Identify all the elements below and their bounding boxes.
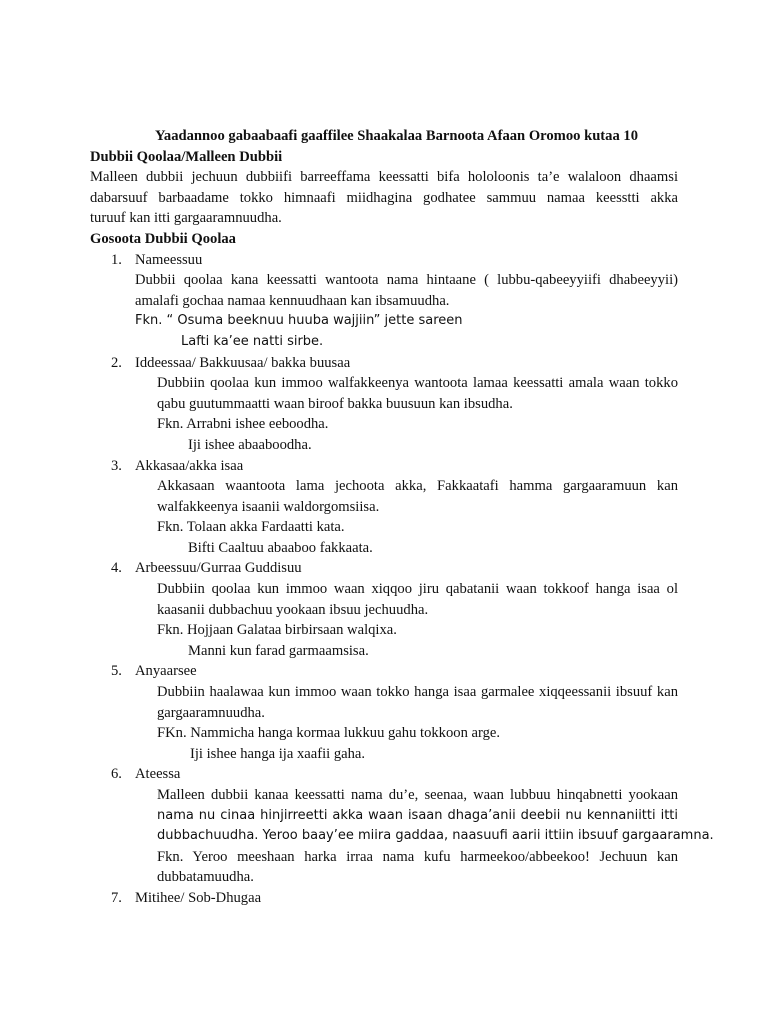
list-item-ateessa <box>90 764 714 888</box>
item-description-line: Malleen dubbii kanaa keessatti nama du’e, seenaa, waan lubbuu hinqabnetti yookaan <box>157 787 678 803</box>
list-number: 2. <box>111 354 122 371</box>
item-example: Fkn. Tolaan akka Fardaatti kata. <box>157 519 345 536</box>
item-description-line: amalafi gochaa namaa kennuudhaan kan ibsamuudha. <box>135 292 450 309</box>
item-example: Fkn. Yeroo meeshaan harka irraa nama kufu harmeekoo/abbeekoo! Jechuun kan <box>157 848 678 865</box>
item-title: Akkasaa/akka isaa <box>135 457 244 474</box>
list-number: 3. <box>111 457 122 474</box>
item-example-continuation: Iji ishee abaaboodha. <box>188 436 312 453</box>
item-example-continuation: Lafti ka’ee natti sirbe. <box>181 333 324 349</box>
item-example-continuation: Bifti Caaltuu abaaboo fakkaata. <box>188 539 373 556</box>
list-item-mitihee <box>90 888 678 909</box>
list-item-akkasaa <box>90 456 678 559</box>
item-description-line: Akkasaan waantoota lama jechoota akka, Fakkaatafi hamma gargaaramuun kan <box>157 478 678 495</box>
item-description-line: nama nu cinaa hinjirreetti akka waan isaan dhaga’anii deebii nu kennaniitti itti <box>157 807 678 823</box>
list-item-anyaarsee <box>90 661 678 764</box>
list-item-iddeessaa <box>90 353 678 456</box>
list-item-arbeessuu <box>90 558 678 661</box>
list-number: 5. <box>111 663 122 680</box>
paragraph-line: dabarsuuf barbaadame tokko himnaafi miidhagina godhatee sammuu namaa keesstti akka <box>90 189 678 206</box>
item-example: Fkn. Hojjaan Galataa birbirsaan walqixa. <box>157 622 397 639</box>
item-title: Arbeessuu/Gurraa Guddisuu <box>135 560 302 577</box>
item-description-line: Dubbiin qoolaa kun immoo waan xiqqoo jiru qabatanii waan tokkoof hanga isaa ol <box>157 581 678 598</box>
item-description-line: Dubbiin haalawaa kun immoo waan tokko hanga isaa garmalee xiqqeessanii ibsuuf kan <box>157 684 678 701</box>
paragraph-line: turuuf kan itti gargaaramnuudha. <box>90 210 282 227</box>
item-description-line: dubbachuudha. Yeroo baay’ee miira gaddaa, naasuufi aarii ittiin ibsuuf gargaaramna. <box>157 828 714 844</box>
list-number: 6. <box>111 766 122 783</box>
list-item-nameessuu <box>90 250 678 353</box>
item-example: Fkn. “ Osuma beeknuu huuba wajjiin” jette sareen <box>135 313 463 329</box>
document-title: Yaadannoo gabaabaafi gaaffilee Shaakalaa Barnoota Afaan Oromoo kutaa 10 <box>155 128 639 144</box>
item-description-line: kaasanii dubbachuu yookaan ibsuu jechuudha. <box>157 601 429 618</box>
section-heading-gosoota: Gosoota Dubbii Qoolaa <box>90 230 236 247</box>
item-description-line: walfakkeenya isaanii waldorgomsiisa. <box>157 498 380 515</box>
item-title: Anyaarsee <box>135 663 197 680</box>
dubbii-qoolaa-list <box>90 250 714 909</box>
list-number: 4. <box>111 560 122 577</box>
list-number: 1. <box>111 251 122 268</box>
item-example: FKn. Nammicha hanga kormaa lukkuu gahu tokkoon arge. <box>157 725 501 742</box>
item-description-line: qabu guutummaatti waan biroof bakka buusuun kan ibsudha. <box>157 395 513 412</box>
section-heading-malleen-dubbii: Dubbii Qoolaa/Malleen Dubbii <box>90 148 283 165</box>
paragraph-line: Malleen dubbii jechuun dubbiifi barreeffama keessatti bifa hololoonis ta’e walaloon dhaamsi <box>90 169 678 186</box>
item-example-continuation: Iji ishee hanga ija xaafii gaha. <box>190 745 366 762</box>
item-example-continuation: dubbatamuudha. <box>157 869 254 886</box>
item-description-line: Dubbii qoolaa kana keessatti wantoota nama hintaane ( lubbu-qabeeyyiifi dhabeeyyii) <box>135 272 678 289</box>
item-title: Ateessa <box>135 766 181 783</box>
item-title: Mitihee/ Sob-Dhugaa <box>135 889 262 906</box>
item-example: Fkn. Arrabni ishee eeboodha. <box>157 416 329 433</box>
document-body <box>90 126 714 909</box>
item-title: Iddeessaa/ Bakkuusaa/ bakka buusaa <box>135 354 351 371</box>
item-description-line: gargaaramnuudha. <box>157 704 265 721</box>
item-example-continuation: Manni kun farad garmaamsisa. <box>188 642 369 659</box>
item-title: Nameessuu <box>135 251 203 268</box>
list-number: 7. <box>111 889 122 906</box>
item-description-line: Dubbiin qoolaa kun immoo walfakkeenya wantoota lamaa keessatti amala waan tokko <box>157 375 678 392</box>
